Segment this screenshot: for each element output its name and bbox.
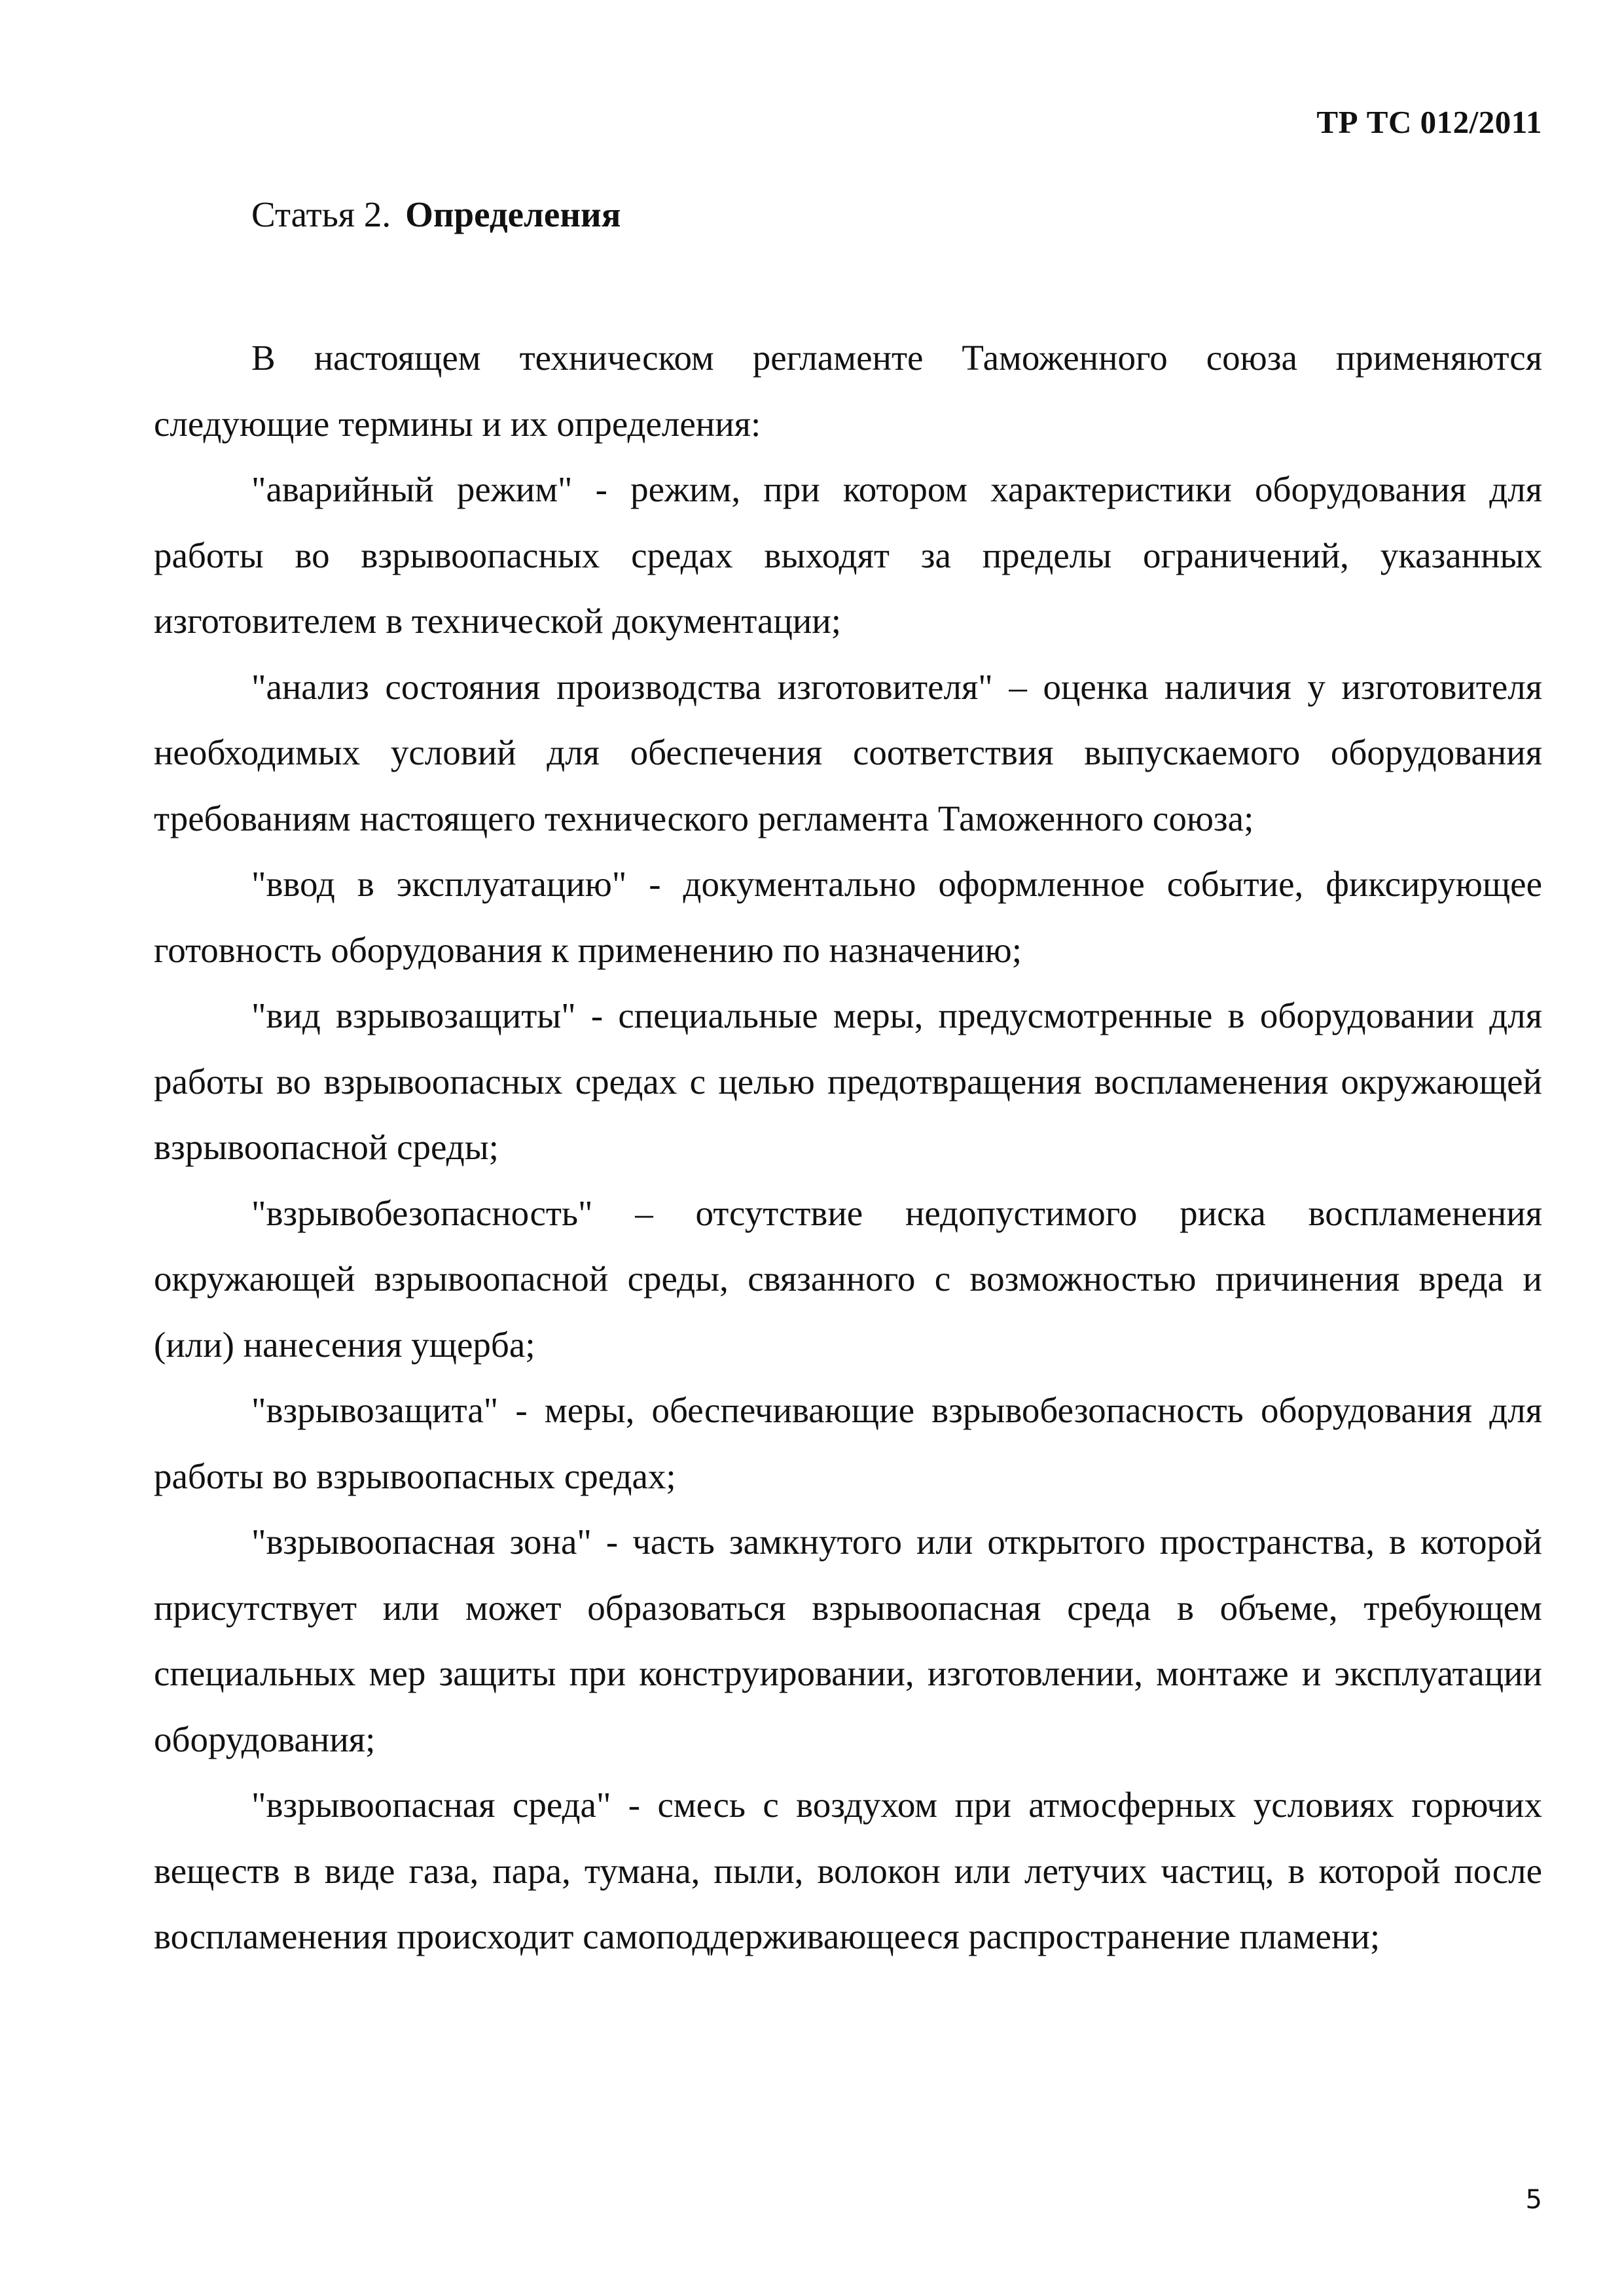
- definition-explosion-safety: "взрывобезопасность" – отсутствие недопустимого риска воспламенения окружающей взрывоопасной среды, связанного с возможностью причинения вреда и (или) нанесения ущерба;: [154, 1193, 1542, 1365]
- article-number: Статья 2.: [251, 194, 391, 234]
- page-number: 5: [1525, 2185, 1542, 2215]
- definition-emergency-mode: "аварийный режим" - режим, при котором характеристики оборудования для работы во взрывоопасных средах выходят за пределы ограничений, указанных изготовителем в технической документации;: [154, 469, 1542, 641]
- definition-protection-type: "вид взрывозащиты" - специальные меры, предусмотренные в оборудовании для работы во взрывоопасных средах с целью предотвращения воспламенения окружающей взрывоопасной среды;: [154, 996, 1542, 1167]
- article-body: [154, 325, 1542, 1970]
- definition-production-analysis: "анализ состояния производства изготовителя" – оценка наличия у изготовителя необходимых условий для обеспечения соответствия выпускаемого оборудования требованиям настоящего технического регламента Таможенного союза;: [154, 666, 1542, 838]
- document-code: ТР ТС 012/2011: [1316, 104, 1542, 140]
- intro-paragraph: В настоящем техническом регламенте Таможенного союза применяются следующие термины и их определения:: [154, 338, 1542, 444]
- article-title: Определения: [405, 194, 621, 234]
- definition-hazardous-zone: "взрывоопасная зона" - часть замкнутого или открытого пространства, в которой присутствует или может образоваться взрывоопасная среда в объеме, требующем специальных мер защиты при конструировании, изготовлении, монтаже и эксплуатации оборудования;: [154, 1522, 1542, 1759]
- definition-commissioning: "ввод в эксплуатацию" - документально оформленное событие, фиксирующее готовность оборудования к применению по назначению;: [154, 864, 1542, 970]
- definition-explosion-protection: "взрывозащита" - меры, обеспечивающие взрывобезопасность оборудования для работы во взрывоопасных средах;: [154, 1390, 1542, 1496]
- definition-explosive-atmosphere: "взрывоопасная среда" - смесь с воздухом при атмосферных условиях горючих веществ в виде газа, пара, тумана, пыли, волокон или летучих частиц, в которой после воспламенения происходит самоподдерживающееся распространение пламени;: [154, 1785, 1542, 1956]
- article-heading: [251, 194, 621, 235]
